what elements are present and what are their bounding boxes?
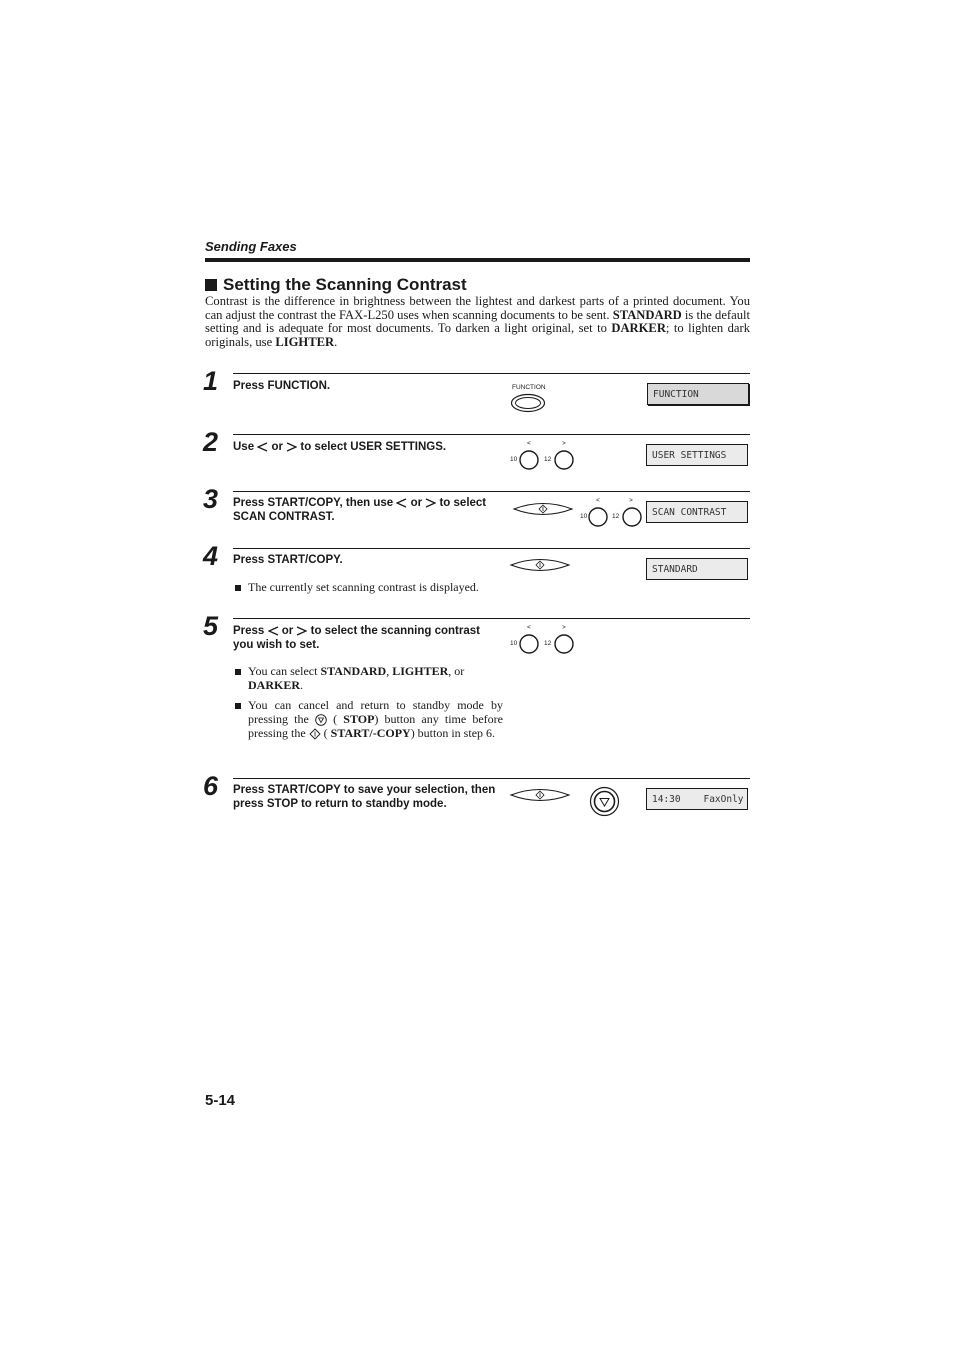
start-copy-button-icon (512, 500, 574, 518)
page-number: 5-14 (205, 1092, 236, 1109)
step-instruction: Use or to select USER SETTINGS. (233, 441, 447, 453)
step-instruction: Press START/COPY, then use or to select SCAN CONTRAST. (233, 497, 487, 523)
header-rule (205, 258, 750, 262)
right-arrow-icon (425, 498, 436, 508)
left-arrow-icon (268, 626, 279, 636)
start-copy-button-icon (509, 786, 571, 804)
left-arrow-icon (396, 498, 407, 508)
step-note: The currently set scanning contrast is displayed. (233, 581, 503, 595)
key-10-label: 10 (580, 513, 588, 520)
step-divider (233, 373, 750, 374)
key-10-label: 10 (510, 456, 518, 463)
lcd-display: SCAN CONTRAST (646, 501, 748, 523)
lcd-display: FUNCTION (647, 383, 749, 405)
bullet-icon (235, 703, 241, 709)
title-square-icon (205, 279, 217, 291)
step-instruction: Press FUNCTION. (233, 380, 331, 392)
step-divider (233, 778, 750, 779)
function-key-label: FUNCTION (512, 384, 546, 391)
step-note: You can select STANDARD, LIGHTER, or DARKER. (233, 665, 503, 693)
section-label: Sending Faxes (205, 239, 297, 254)
key-12-label: 12 (544, 640, 552, 647)
step-instruction: Press START/COPY. (233, 554, 343, 566)
page-title (205, 275, 467, 295)
step-number: 4 (203, 541, 219, 571)
step-divider (233, 618, 750, 619)
bullet-icon (235, 585, 241, 591)
function-button-icon (510, 393, 546, 413)
key-12-label: 12 (612, 513, 620, 520)
step-number: 3 (203, 484, 219, 514)
step-divider (233, 491, 750, 492)
right-arrow-label: > (562, 624, 566, 631)
left-arrow-label: < (596, 497, 600, 504)
arrow-keys-icon (509, 442, 577, 472)
start-icon (309, 728, 321, 740)
step-note: You can cancel and return to standby mode by pressing the ( STOP) button any time before pressing the ( START/-COPY) button in step 6. (233, 699, 503, 740)
step-number: 2 (203, 427, 219, 457)
step-instruction: Press START/COPY to save your selection, then press STOP to return to standby mode. (233, 784, 496, 810)
key-10-label: 10 (510, 640, 518, 647)
right-arrow-icon (296, 626, 307, 636)
step-number: 5 (203, 611, 219, 641)
title-text: Setting the Scanning Contrast (223, 275, 467, 294)
key-12-label: 12 (544, 456, 552, 463)
left-arrow-icon (257, 442, 268, 452)
lcd-display: 14:30 FaxOnly (646, 788, 748, 810)
lcd-display: STANDARD (646, 558, 748, 580)
bullet-icon (235, 669, 241, 675)
step-number: 6 (203, 771, 219, 801)
step-number: 1 (203, 366, 219, 396)
right-arrow-label: > (562, 440, 566, 447)
arrow-keys-icon (509, 626, 577, 656)
left-arrow-label: < (527, 624, 531, 631)
stop-button-icon (589, 786, 620, 817)
right-arrow-icon (286, 442, 297, 452)
stop-icon (315, 714, 327, 726)
step-instruction: Press or to select the scanning contrast you wish to set. (233, 625, 480, 651)
intro-paragraph: Contrast is the difference in brightness between the lightest and darkest parts of a printed document. You can adjust the contrast the FAX-L250 uses when scanning documents to be sent. STANDARD is the default setting and is adequate for most documents. To darken a light original, set to DARKER; to lighten dark originals, use LIGHTER. (205, 294, 750, 349)
start-copy-button-icon (509, 556, 571, 574)
lcd-display: USER SETTINGS (646, 444, 748, 466)
right-arrow-label: > (629, 497, 633, 504)
left-arrow-label: < (527, 440, 531, 447)
step-divider (233, 434, 750, 435)
step-divider (233, 548, 750, 549)
